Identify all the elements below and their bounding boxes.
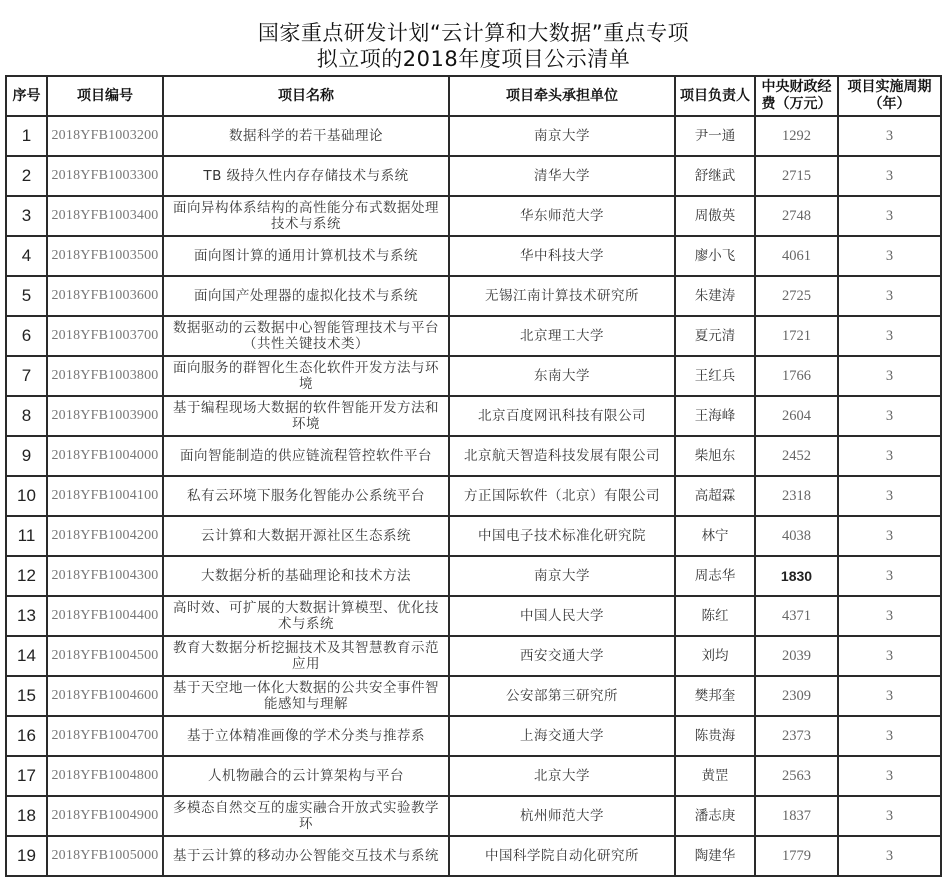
central-funding: 2452: [755, 436, 838, 476]
project-code: 2018YFB1004100: [47, 476, 163, 516]
project-code: 2018YFB1004700: [47, 716, 163, 756]
project-code: 2018YFB1004300: [47, 556, 163, 596]
project-period: 3: [838, 716, 941, 756]
lead-unit: 西安交通大学: [449, 636, 675, 676]
table-row: [6, 196, 941, 236]
central-funding: 1721: [755, 316, 838, 356]
principal-investigator: 朱建涛: [675, 276, 755, 316]
project-period: 3: [838, 836, 941, 876]
central-funding: 2715: [755, 156, 838, 196]
table-row: [6, 236, 941, 276]
row-seq: 9: [6, 436, 47, 476]
project-period: 3: [838, 276, 941, 316]
row-seq: 4: [6, 236, 47, 276]
central-funding: 2309: [755, 676, 838, 716]
row-seq: 1: [6, 116, 47, 156]
central-funding: 2373: [755, 716, 838, 756]
project-period: 3: [838, 196, 941, 236]
lead-unit: 南京大学: [449, 556, 675, 596]
central-funding: 2318: [755, 476, 838, 516]
row-seq: 2: [6, 156, 47, 196]
lead-unit: 北京大学: [449, 756, 675, 796]
project-period: 3: [838, 116, 941, 156]
principal-investigator: 刘均: [675, 636, 755, 676]
header-project-name: 项目名称: [163, 76, 449, 116]
lead-unit: 华东师范大学: [449, 196, 675, 236]
principal-investigator: 潘志庚: [675, 796, 755, 836]
row-seq: 14: [6, 636, 47, 676]
project-period: 3: [838, 396, 941, 436]
central-funding: 1779: [755, 836, 838, 876]
row-seq: 19: [6, 836, 47, 876]
lead-unit: 杭州师范大学: [449, 796, 675, 836]
principal-investigator: 王海峰: [675, 396, 755, 436]
table-row: [6, 356, 941, 396]
header-lead-unit: 项目牵头承担单位: [449, 76, 675, 116]
project-period: 3: [838, 596, 941, 636]
project-period: 3: [838, 756, 941, 796]
row-seq: 8: [6, 396, 47, 436]
row-seq: 6: [6, 316, 47, 356]
table-row: [6, 436, 941, 476]
table-row: [6, 316, 941, 356]
project-code: 2018YFB1004400: [47, 596, 163, 636]
project-period: 3: [838, 796, 941, 836]
project-period: 3: [838, 476, 941, 516]
project-name: 数据驱动的云数据中心智能管理技术与平台（共性关键技术类）: [163, 316, 449, 356]
lead-unit: 中国电子技术标准化研究院: [449, 516, 675, 556]
project-code: 2018YFB1003800: [47, 356, 163, 396]
lead-unit: 公安部第三研究所: [449, 676, 675, 716]
header-project-code: 项目编号: [47, 76, 163, 116]
project-code: 2018YFB1004900: [47, 796, 163, 836]
central-funding: 2563: [755, 756, 838, 796]
project-name: 高时效、可扩展的大数据计算模型、优化技术与系统: [163, 596, 449, 636]
lead-unit: 北京理工大学: [449, 316, 675, 356]
header-period: 项目实施周期（年）: [838, 76, 941, 116]
project-name: 基于立体精准画像的学术分类与推荐系: [163, 716, 449, 756]
project-code: 2018YFB1003400: [47, 196, 163, 236]
central-funding: 4371: [755, 596, 838, 636]
table-row: [6, 756, 941, 796]
principal-investigator: 廖小飞: [675, 236, 755, 276]
project-name: 人机物融合的云计算架构与平台: [163, 756, 449, 796]
lead-unit: 无锡江南计算技术研究所: [449, 276, 675, 316]
project-period: 3: [838, 316, 941, 356]
table-row: [6, 156, 941, 196]
project-code: 2018YFB1003600: [47, 276, 163, 316]
central-funding: 2039: [755, 636, 838, 676]
principal-investigator: 陈红: [675, 596, 755, 636]
principal-investigator: 夏元清: [675, 316, 755, 356]
table-row: [6, 716, 941, 756]
principal-investigator: 王红兵: [675, 356, 755, 396]
lead-unit: 华中科技大学: [449, 236, 675, 276]
row-seq: 5: [6, 276, 47, 316]
project-period: 3: [838, 356, 941, 396]
project-period: 3: [838, 556, 941, 596]
table-row: [6, 836, 941, 876]
principal-investigator: 陈贵海: [675, 716, 755, 756]
row-seq: 13: [6, 596, 47, 636]
row-seq: 10: [6, 476, 47, 516]
principal-investigator: 尹一通: [675, 116, 755, 156]
lead-unit: 方正国际软件（北京）有限公司: [449, 476, 675, 516]
project-name: 云计算和大数据开源社区生态系统: [163, 516, 449, 556]
lead-unit: 北京百度网讯科技有限公司: [449, 396, 675, 436]
project-name: 私有云环境下服务化智能办公系统平台: [163, 476, 449, 516]
project-name: 面向异构体系结构的高性能分布式数据处理技术与系统: [163, 196, 449, 236]
project-period: 3: [838, 436, 941, 476]
table-row: [6, 276, 941, 316]
principal-investigator: 高超霖: [675, 476, 755, 516]
project-name: 数据科学的若干基础理论: [163, 116, 449, 156]
header-central-funding: 中央财政经费（万元）: [755, 76, 838, 116]
header-principal-investigator: 项目负责人: [675, 76, 755, 116]
table-row: [6, 396, 941, 436]
lead-unit: 北京航天智造科技发展有限公司: [449, 436, 675, 476]
lead-unit: 中国人民大学: [449, 596, 675, 636]
row-seq: 18: [6, 796, 47, 836]
lead-unit: 南京大学: [449, 116, 675, 156]
table-header-row: [6, 76, 941, 116]
project-code: 2018YFB1003700: [47, 316, 163, 356]
central-funding: 1830: [755, 556, 838, 596]
project-code: 2018YFB1005000: [47, 836, 163, 876]
project-period: 3: [838, 236, 941, 276]
row-seq: 16: [6, 716, 47, 756]
document-title-line-2: 拟立项的2018年度项目公示清单: [316, 47, 631, 71]
document-title-line-1: 国家重点研发计划“云计算和大数据”重点专项: [257, 21, 690, 45]
principal-investigator: 柴旭东: [675, 436, 755, 476]
central-funding: 1837: [755, 796, 838, 836]
table-row: [6, 596, 941, 636]
project-name: 教育大数据分析挖掘技术及其智慧教育示范应用: [163, 636, 449, 676]
project-name: 面向图计算的通用计算机技术与系统: [163, 236, 449, 276]
central-funding: 4061: [755, 236, 838, 276]
project-code: 2018YFB1004500: [47, 636, 163, 676]
row-seq: 11: [6, 516, 47, 556]
principal-investigator: 樊邦奎: [675, 676, 755, 716]
project-name: 基于天空地一体化大数据的公共安全事件智能感知与理解: [163, 676, 449, 716]
principal-investigator: 周志华: [675, 556, 755, 596]
project-name: 基于云计算的移动办公智能交互技术与系统: [163, 836, 449, 876]
project-list-table: [5, 75, 942, 877]
project-code: 2018YFB1004600: [47, 676, 163, 716]
principal-investigator: 周傲英: [675, 196, 755, 236]
project-name: 大数据分析的基础理论和技术方法: [163, 556, 449, 596]
principal-investigator: 黄罡: [675, 756, 755, 796]
table-row: [6, 676, 941, 716]
project-period: 3: [838, 156, 941, 196]
project-code: 2018YFB1004800: [47, 756, 163, 796]
project-period: 3: [838, 676, 941, 716]
lead-unit: 上海交通大学: [449, 716, 675, 756]
table-row: [6, 516, 941, 556]
central-funding: 1766: [755, 356, 838, 396]
table-row: [6, 796, 941, 836]
project-code: 2018YFB1004200: [47, 516, 163, 556]
project-code: 2018YFB1003500: [47, 236, 163, 276]
central-funding: 2748: [755, 196, 838, 236]
lead-unit: 中国科学院自动化研究所: [449, 836, 675, 876]
central-funding: 4038: [755, 516, 838, 556]
table-row: [6, 116, 941, 156]
project-name: TB 级持久性内存存储技术与系统: [163, 156, 449, 196]
project-name: 面向服务的群智化生态化软件开发方法与环境: [163, 356, 449, 396]
project-name: 多模态自然交互的虚实融合开放式实验教学环: [163, 796, 449, 836]
table-row: [6, 636, 941, 676]
project-code: 2018YFB1004000: [47, 436, 163, 476]
header-seq: 序号: [6, 76, 47, 116]
table-row: [6, 476, 941, 516]
lead-unit: 东南大学: [449, 356, 675, 396]
row-seq: 12: [6, 556, 47, 596]
central-funding: 2604: [755, 396, 838, 436]
project-name: 面向国产处理器的虚拟化技术与系统: [163, 276, 449, 316]
row-seq: 17: [6, 756, 47, 796]
lead-unit: 清华大学: [449, 156, 675, 196]
project-code: 2018YFB1003300: [47, 156, 163, 196]
central-funding: 1292: [755, 116, 838, 156]
principal-investigator: 林宁: [675, 516, 755, 556]
principal-investigator: 陶建华: [675, 836, 755, 876]
project-name: 面向智能制造的供应链流程管控软件平台: [163, 436, 449, 476]
row-seq: 15: [6, 676, 47, 716]
row-seq: 3: [6, 196, 47, 236]
project-code: 2018YFB1003200: [47, 116, 163, 156]
project-code: 2018YFB1003900: [47, 396, 163, 436]
table-row: [6, 556, 941, 596]
project-name: 基于编程现场大数据的软件智能开发方法和环境: [163, 396, 449, 436]
project-period: 3: [838, 516, 941, 556]
row-seq: 7: [6, 356, 47, 396]
principal-investigator: 舒继武: [675, 156, 755, 196]
project-period: 3: [838, 636, 941, 676]
central-funding: 2725: [755, 276, 838, 316]
